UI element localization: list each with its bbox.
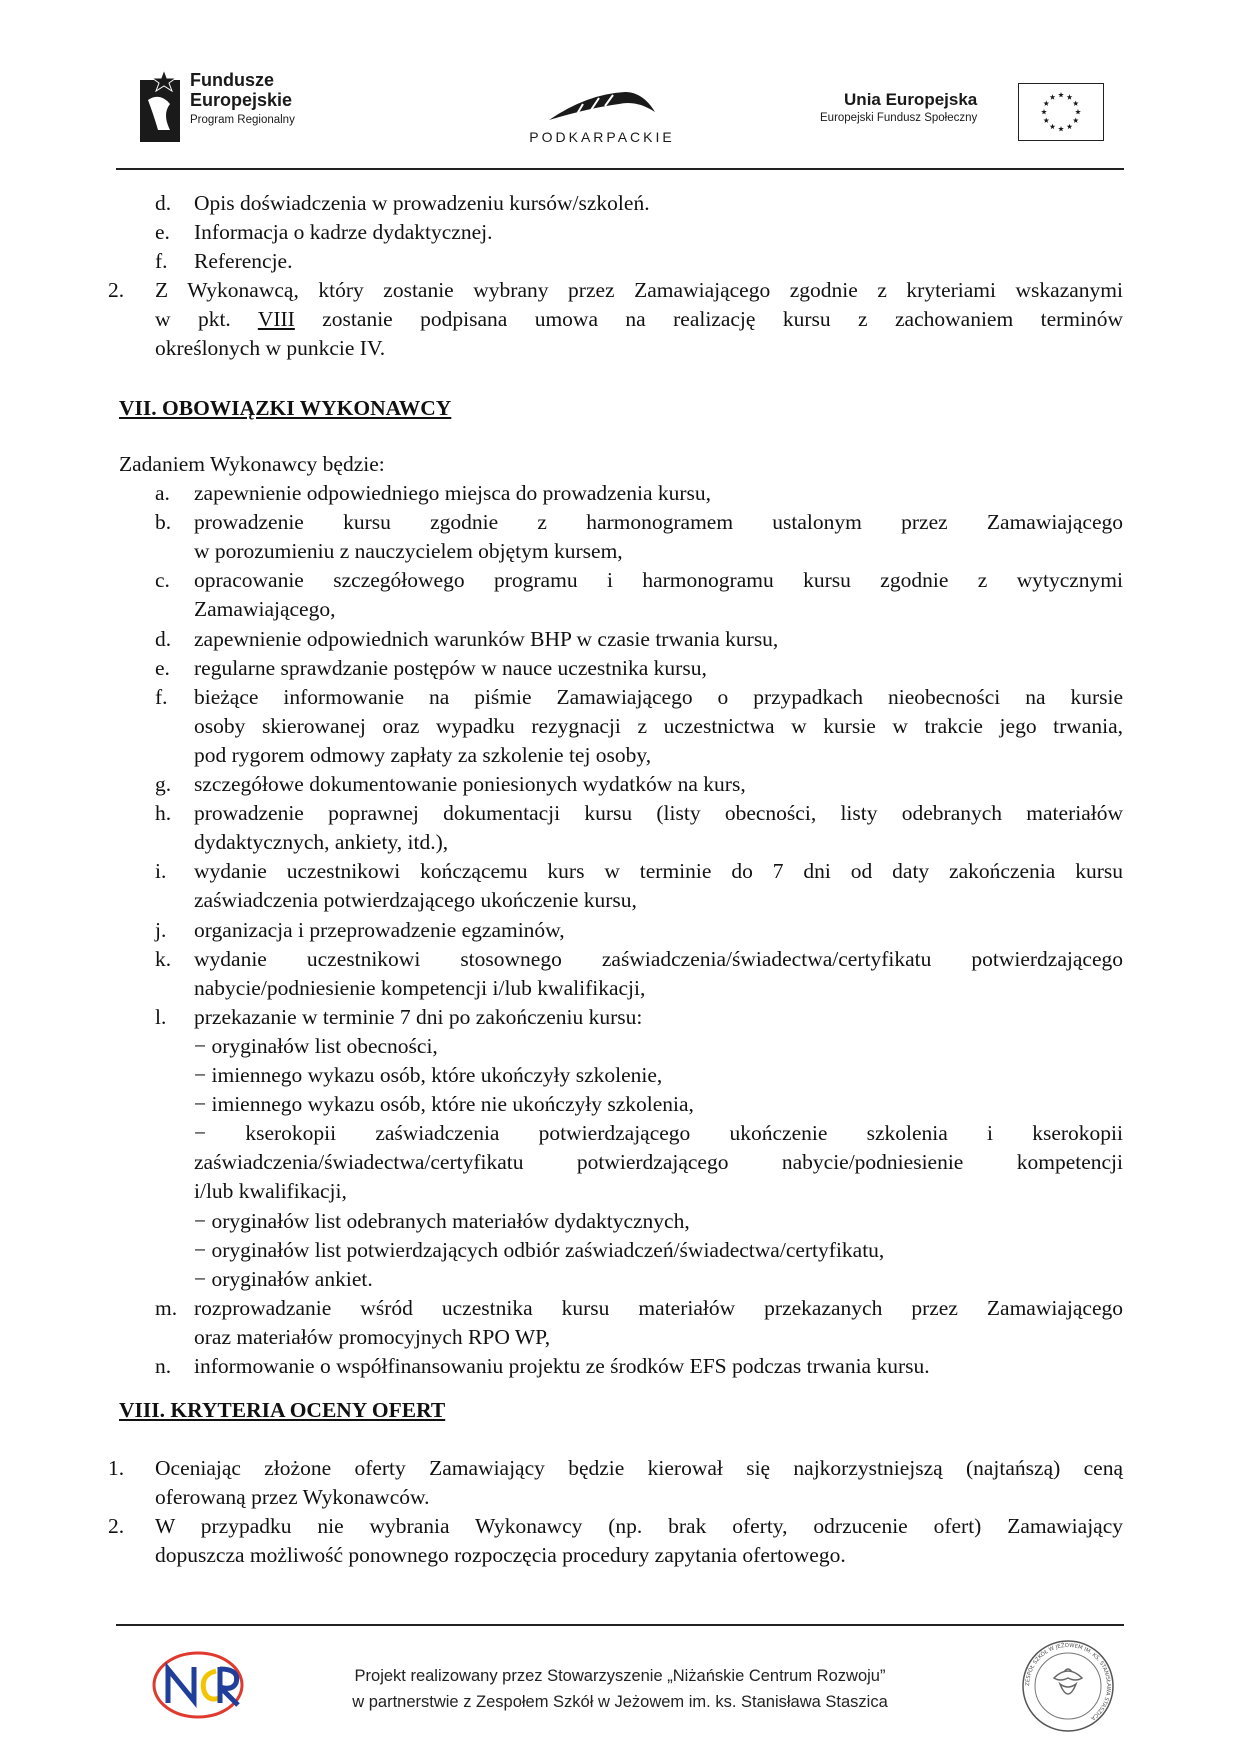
list-item-line: organizacja i przeprowadzenie egzaminów, [194, 917, 565, 942]
list-item-line: i/lub kwalifikacji, [194, 1179, 347, 1204]
list-item-line: dydaktycznych, ankiety, itd.), [194, 830, 449, 855]
list-item-line: − oryginałów list potwierdzających odbiór zaświadczeń/świadectwa/certyfikatu, [194, 1237, 885, 1262]
paragraph-line: Z Wykonawcą, który zostanie wybrany przez Zamawiającego zgodnie z kryteriami wskazanymi [155, 278, 1123, 302]
list-marker: a. [155, 481, 170, 505]
paragraph-line: określonych w punkcie IV. [155, 336, 386, 360]
list-marker: 2. [108, 278, 125, 302]
list-item-line: prowadzenie kursu zgodnie z harmonogramem ustalonym przez Zamawiającego [194, 510, 1123, 535]
list-item-line: − imiennego wykazu osób, które ukończyły szkolenie, [194, 1063, 663, 1087]
list-marker: d. [155, 626, 172, 651]
list-marker: l. [155, 1004, 167, 1029]
fe-title-2: Europejskie [190, 90, 293, 110]
list-marker: 2. [108, 1514, 125, 1539]
list-marker: c. [155, 568, 170, 593]
podkarpackie-mountains-icon [547, 90, 657, 122]
list-item-line: rozprowadzanie wśród uczestnika kursu materiałów przekazanych przez Zamawiającego [194, 1295, 1123, 1320]
list-item-line: szczegółowe dokumentowanie poniesionych wydatków na kurs, [194, 772, 746, 796]
list-item-line: Zamawiającego, [194, 597, 336, 622]
list-marker: h. [155, 801, 172, 826]
list-marker: j. [155, 917, 167, 942]
list-marker: n. [155, 1354, 172, 1378]
list-item-line: zapewnienie odpowiedniego miejsca do prowadzenia kursu, [194, 481, 712, 505]
list-item-line: oraz materiałów promocyjnych RPO WP, [194, 1324, 551, 1349]
ue-title: Unia Europejska [844, 90, 978, 109]
list-item-line: − oryginałów list odebranych materiałów dydaktycznych, [194, 1208, 690, 1233]
list-item-line: opracowanie szczegółowego programu i harmonogramu kursu zgodnie z wytycznymi [194, 568, 1123, 593]
list-item-line: nabycie/podniesienie kompetencji i/lub kwalifikacji, [194, 975, 646, 1000]
seal-text: ZESPÓŁ SZKÓŁ W JEŻOWEM IM. KS. STANISŁAWA STASZICA [1024, 1642, 1112, 1722]
list-item-line: bieżące informowanie na piśmie Zamawiającego o przypadkach nieobecności na kursie [194, 684, 1123, 709]
list-item-line: zapewnienie odpowiednich warunków BHP w czasie trwania kursu, [194, 626, 779, 651]
eu-star-icon [1043, 101, 1049, 106]
eu-logo-text [820, 90, 977, 126]
list-item-line: − imiennego wykazu osób, które nie ukończyły szkolenia, [194, 1092, 694, 1117]
list-marker: m. [155, 1295, 178, 1320]
eu-star-icon [1073, 118, 1079, 123]
list-item: Informacja o kadrze dydaktycznej. [194, 220, 493, 244]
eu-star-icon [1041, 109, 1047, 114]
school-seal-icon [1020, 1638, 1116, 1734]
list-marker: d. [155, 191, 172, 215]
fe-subtitle: Program Regionalny [190, 114, 295, 126]
header-divider [116, 168, 1124, 170]
footer-line-2: w partnerstwie z Zespołem Szkół w Jeżowem im. ks. Stanisława Staszica [352, 1693, 888, 1711]
section-intro: Zadaniem Wykonawcy będzie: [119, 452, 385, 476]
fundusze-europejskie-logo [140, 70, 295, 142]
list-item-line: regularne sprawdzanie postępów w nauce uczestnika kursu, [194, 655, 707, 680]
svg-text:ZESPÓŁ SZKÓŁ W JEŻOWEM IM. KS. [1025, 1642, 1111, 1721]
list-item-line: prowadzenie poprawnej dokumentacji kursu (listy obecności, listy odebranych materiałów [194, 801, 1123, 826]
eu-star-icon [1067, 94, 1073, 99]
list-marker: g. [155, 772, 172, 796]
list-item-line: w porozumieniu z nauczycielem objętym kursem, [194, 539, 623, 564]
footer-line-1: Projekt realizowany przez Stowarzyszenie „Niżańskie Centrum Rozwoju” [354, 1667, 886, 1685]
list-marker: e. [155, 655, 170, 680]
podkarpackie-logo [522, 90, 682, 145]
eu-star-icon [1067, 124, 1073, 129]
list-item-line: wydanie uczestnikowi stosownego zaświadczenia/świadectwa/certyfikatu potwierdzającego [194, 946, 1123, 971]
list-item-line: informowanie o współfinansowaniu projektu ze środków EFS podczas trwania kursu. [194, 1354, 930, 1378]
list-marker: 1. [108, 1456, 125, 1480]
eu-star-icon [1050, 94, 1056, 99]
ue-subtitle: Europejski Fundusz Społeczny [820, 112, 978, 124]
eu-star-icon [1058, 126, 1064, 131]
list-marker: b. [155, 510, 172, 535]
section-heading: VIII. KRYTERIA OCENY OFERT [119, 1398, 446, 1422]
podkarpackie-name: PODKARPACKIE [529, 129, 675, 145]
eu-star-icon [1075, 109, 1081, 114]
list-item-line: pod rygorem odmowy zapłaty za szkolenie tej osoby, [194, 742, 652, 767]
eu-star-icon [1043, 118, 1049, 123]
list-item-line: zaświadczenia/świadectwa/certyfikatu potwierdzającego nabycie/podniesienie kompetencji [194, 1150, 1123, 1175]
fe-title-1: Fundusze [190, 70, 274, 90]
list-item-line: − kserokopii zaświadczenia potwierdzającego ukończenie szkolenia i kserokopii [194, 1121, 1123, 1146]
eu-star-icon [1058, 92, 1064, 97]
list-item: Referencje. [194, 249, 293, 273]
list-item-line: oferowaną przez Wykonawców. [155, 1485, 430, 1510]
list-item-line: osoby skierowanej oraz wypadku rezygnacji z uczestnictwa w kursie w trakcie jego trwania, [194, 713, 1123, 738]
list-marker: f. [155, 249, 168, 273]
footer-divider [116, 1624, 1124, 1626]
list-item-line: − oryginałów list obecności, [194, 1033, 438, 1058]
list-item-line: Oceniając złożone oferty Zamawiający będzie kierował się najkorzystniejszą (najtańszą) ceną [155, 1456, 1123, 1480]
list-marker: k. [155, 946, 172, 971]
text-fragment: zostanie podpisana umowa na realizację kursu z zachowaniem terminów [322, 307, 1124, 331]
section-heading: VII. OBOWIĄZKI WYKONAWCY [119, 396, 452, 420]
text-fragment: w pkt. [155, 307, 231, 331]
list-item-line: przekazanie w terminie 7 dni po zakończeniu kursu: [194, 1004, 643, 1029]
list-marker: f. [155, 684, 168, 709]
paragraph-line [155, 306, 1123, 332]
list-item: Opis doświadczenia w prowadzeniu kursów/szkoleń. [194, 191, 650, 215]
list-item-line: W przypadku nie wybrania Wykonawcy (np. brak oferty, odrzucenie ofert) Zamawiający [155, 1514, 1123, 1539]
list-item-line: zaświadczenia potwierdzającego ukończenie kursu, [194, 888, 637, 913]
list-item-line: wydanie uczestnikowi kończącemu kurs w terminie do 7 dni od daty zakończenia kursu [194, 859, 1123, 884]
list-item-line: − oryginałów ankiet. [194, 1266, 373, 1291]
section-reference-link: VIII [257, 307, 295, 331]
page-header [0, 0, 1239, 172]
list-marker: i. [155, 859, 167, 884]
eu-star-icon [1073, 101, 1079, 106]
ncr-logo [150, 1645, 250, 1725]
eu-flag-icon [1018, 83, 1104, 141]
list-marker: e. [155, 220, 170, 244]
footer-text [290, 1663, 950, 1715]
list-item-line: dopuszcza możliwość ponownego rozpoczęcia procedury zapytania ofertowego. [155, 1543, 846, 1568]
eu-star-icon [1050, 124, 1056, 129]
fe-star-icon [140, 70, 180, 142]
